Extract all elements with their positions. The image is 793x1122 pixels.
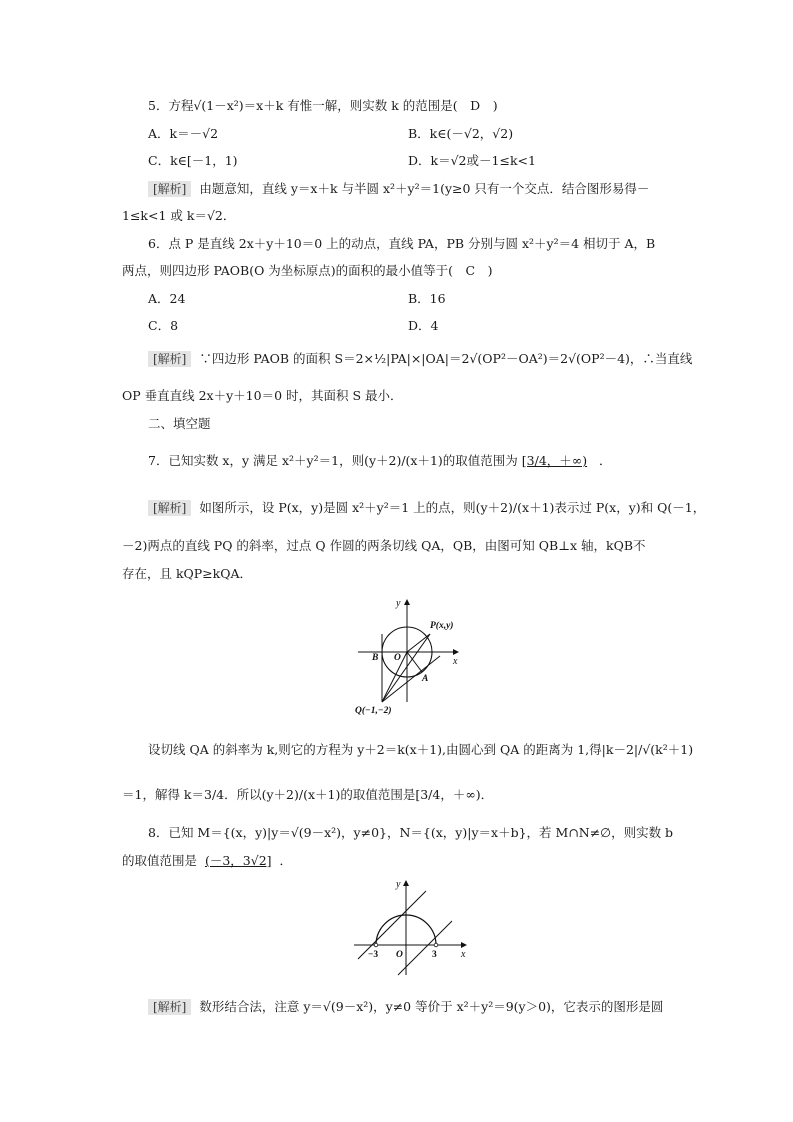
q5-option-d: D．k＝√2或－1≤k<1 bbox=[408, 153, 536, 168]
q8-stem-line2: 的取值范围是 (－3，3√2] ． bbox=[122, 853, 293, 868]
q8-explanation-line1: [解析] 数形结合法，注意 y＝√(9－x²)，y≠0 等价于 x²＋y²＝9(y＞0)，它表示的图形是圆 bbox=[148, 999, 663, 1015]
q8-label-minus3: −3 bbox=[368, 950, 379, 960]
q8-open-point-3 bbox=[434, 943, 438, 947]
q8-line-through-minus3 bbox=[358, 891, 426, 959]
q7-explanation-line2: －2)两点的直线 PQ 的斜率，过点 Q 作圆的两条切线 QA，QB，由图可知 QB⊥x 轴，kQB不 bbox=[122, 538, 646, 553]
section-heading: 二、填空题 bbox=[148, 416, 211, 431]
q7-line-qa bbox=[382, 656, 440, 702]
q5-option-b: B．k∈(－√2，√2) bbox=[408, 126, 514, 141]
q8-figure bbox=[348, 875, 478, 985]
q5-stem: 5．方程√(1－x²)＝x＋k 有惟一解，则实数 k 的范围是( D ) bbox=[148, 98, 498, 113]
q7-answer: [3/4，＋∞) bbox=[521, 453, 588, 468]
q7-explanation-line5: ＝1，解得 k＝3/4．所以(y＋2)/(x＋1)的取值范围是[3/4，＋∞)． bbox=[122, 787, 494, 802]
analysis-tag: [解析] bbox=[148, 500, 191, 516]
q5-explanation-line2: 1≤k<1 或 k＝√2． bbox=[122, 208, 236, 223]
q7-explanation-line4: 设切线 QA 的斜率为 k,则它的方程为 y＋2＝k(x＋1),由圆心到 QA 的距离为 1,得|k－2|/√(k²＋1) bbox=[148, 742, 694, 757]
q7-explanation-line3: 存在，且 kQP≥kQA． bbox=[122, 566, 253, 581]
q6-option-a: A．24 bbox=[148, 291, 186, 306]
q7-stem: 7．已知实数 x，y 满足 x²＋y²＝1，则(y＋2)/(x＋1)的取值范围为 [3/4，＋∞) ． bbox=[148, 453, 612, 468]
q6-stem-line1: 6．点 P 是直线 2x＋y＋10＝0 上的动点，直线 PA，PB 分别与圆 x²＋y²＝4 相切于 A，B bbox=[148, 236, 656, 251]
q6-option-d: D．4 bbox=[408, 318, 439, 333]
q8-open-point-minus3 bbox=[374, 943, 378, 947]
q7-line-qp bbox=[382, 634, 430, 702]
q8-answer: (－3，3√2] bbox=[204, 853, 272, 868]
q6-option-b: B．16 bbox=[408, 291, 446, 306]
q7-label-p: P(x,y) bbox=[430, 621, 454, 631]
q7-figure bbox=[350, 594, 470, 714]
q8-stem-line1: 8．已知 M＝{(x，y)|y＝√(9－x²)，y≠0}，N＝{(x，y)|y＝x＋b}，若 M∩N≠∅，则实数 b bbox=[148, 825, 674, 840]
q6-option-c: C．8 bbox=[148, 318, 179, 333]
q8-label-y: y bbox=[396, 879, 401, 890]
q8-label-3: 3 bbox=[432, 950, 437, 960]
q5-option-a: A．k＝－√2 bbox=[148, 126, 219, 141]
q8-label-o: O bbox=[396, 950, 403, 960]
q7-line-op bbox=[407, 634, 430, 652]
q7-line-oa bbox=[407, 652, 422, 672]
q8-label-x: x bbox=[461, 949, 466, 960]
q7-explanation-line1: [解析] 如图所示，设 P(x，y)是圆 x²＋y²＝1 上的点，则(y＋2)/(x＋1)表示过 P(x，y)和 Q(－1， bbox=[148, 500, 705, 516]
analysis-tag: [解析] bbox=[148, 181, 191, 197]
q6-stem-line2: 两点，则四边形 PAOB(O 为坐标原点)的面积的最小值等于( C ) bbox=[122, 263, 493, 278]
q7-label-b: B bbox=[372, 653, 379, 663]
q7-label-x: x bbox=[453, 656, 458, 667]
q7-label-q: Q(−1,−2) bbox=[355, 706, 392, 716]
q7-label-a: A bbox=[422, 674, 429, 684]
q7-label-y: y bbox=[396, 598, 401, 609]
analysis-tag: [解析] bbox=[148, 999, 191, 1015]
q7-label-o: O bbox=[394, 653, 401, 663]
analysis-tag: [解析] bbox=[148, 351, 191, 367]
q6-explanation-line1: [解析] ∵四边形 PAOB 的面积 S＝2×½|PA|×|OA|＝2√(OP²－OA²)＝2√(OP²－4)，∴当直线 bbox=[148, 351, 692, 367]
q5-option-c: C．k∈[－1，1) bbox=[148, 153, 238, 168]
q6-explanation-line2: OP 垂直直线 2x＋y＋10＝0 时，其面积 S 最小． bbox=[122, 388, 403, 403]
q5-explanation-line1: [解析] 由题意知，直线 y＝x＋k 与半圆 x²＋y²＝1(y≥0 只有一个交点．结合图形易得－ bbox=[148, 181, 649, 197]
